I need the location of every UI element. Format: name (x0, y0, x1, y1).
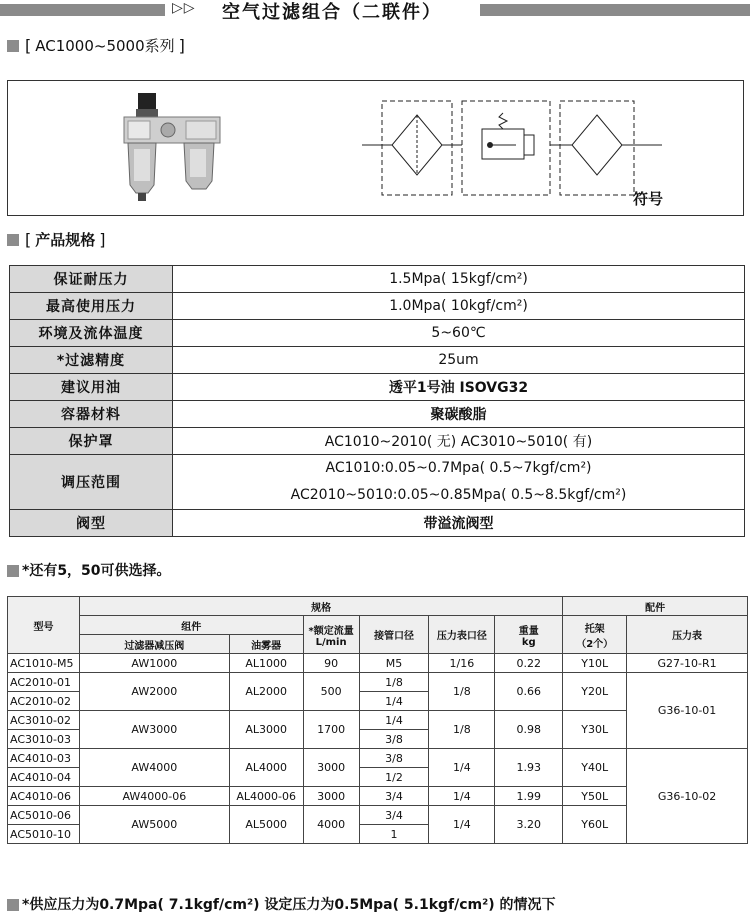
lub-cell: AL1000 (229, 654, 303, 673)
gport-cell: 1/8 (429, 673, 495, 711)
lub-cell: AL2000 (229, 673, 303, 711)
spec-row (10, 347, 745, 374)
fr-cell: AW2000 (79, 673, 229, 711)
spec-value: AC1010~2010( 无) AC3010~5010( 有) (173, 428, 745, 455)
model-code: AC1010-M5 (8, 654, 80, 673)
weight-cell: 1.93 (495, 749, 563, 787)
bracket-cell: Y60L (563, 806, 627, 844)
lub-cell: AL4000-06 (229, 787, 303, 806)
spec-row (10, 266, 745, 293)
model-code: AC4010-06 (8, 787, 80, 806)
port-cell: 3/4 (359, 787, 429, 806)
port-cell: 3/4 (359, 806, 429, 825)
gauge-cell: G36-10-02 (627, 749, 748, 844)
table-row (8, 749, 748, 768)
port-cell: 1/8 (359, 673, 429, 692)
gauge-cell: G27-10-R1 (627, 654, 748, 673)
spec-row (10, 320, 745, 347)
spec-row (10, 428, 745, 455)
port-cell: 3/8 (359, 730, 429, 749)
weight-cell: 0.98 (495, 711, 563, 749)
spec-section-label: 产品规格 (35, 231, 96, 249)
note-supply-pressure-text: *供应压力为0.7Mpa( 7.1kgf/cm²) 设定压力为0.5Mpa( 5.1kgf/cm²) 的情况下 (22, 897, 556, 913)
fr-cell: AW5000 (79, 806, 229, 844)
fr-cell: AW3000 (79, 711, 229, 749)
port-cell: 3/8 (359, 749, 429, 768)
page-title: 空气过滤组合（二联件） (222, 2, 442, 23)
spec-key: 容器材料 (10, 401, 173, 428)
circuit-symbol (362, 95, 662, 201)
weight-cell: 0.66 (495, 673, 563, 711)
header-rated-flow: *额定流量 L/min (303, 616, 359, 654)
flow-cell: 3000 (303, 749, 359, 787)
spec-value: 带溢流阀型 (173, 510, 745, 537)
spec-key: 环境及流体温度 (10, 320, 173, 347)
model-code: AC3010-03 (8, 730, 80, 749)
lub-cell: AL4000 (229, 749, 303, 787)
spec-value-line: AC1010:0.05~0.7Mpa( 0.5~7kgf/cm²) (325, 460, 592, 476)
bracket-cell: Y30L (563, 711, 627, 749)
weight-cell: 0.22 (495, 654, 563, 673)
table-row (8, 654, 748, 673)
gport-cell: 1/4 (429, 749, 495, 787)
title-bar-left (0, 4, 165, 16)
port-cell: 1/2 (359, 768, 429, 787)
note-options-text: *还有5，50可供选择。 (22, 563, 171, 579)
bracket-cell: Y10L (563, 654, 627, 673)
gauge-cell: G36-10-01 (627, 673, 748, 749)
spec-key: 保护罩 (10, 428, 173, 455)
bullet-square-icon (7, 40, 19, 52)
spec-value: 1.5Mpa( 15kgf/cm²) (173, 266, 745, 293)
header-gauge: 压力表 (627, 616, 748, 654)
spec-heading: [ 产品规格 ] (7, 229, 106, 250)
model-code: AC2010-01 (8, 673, 80, 692)
bracket-cell: Y20L (563, 673, 627, 711)
note-options (7, 560, 171, 580)
spec-row (10, 455, 745, 510)
spec-key: 建议用油 (10, 374, 173, 401)
spec-value: 5~60℃ (173, 320, 745, 347)
header-components: 组件 (79, 616, 303, 635)
flow-cell: 4000 (303, 806, 359, 844)
spec-value-line: AC2010~5010:0.05~0.85Mpa( 0.5~8.5kgf/cm²) (290, 487, 627, 503)
lub-cell: AL5000 (229, 806, 303, 844)
header-accessory: 配件 (563, 597, 748, 616)
header-lubricator: 油雾器 (229, 635, 303, 654)
port-cell: 1 (359, 825, 429, 844)
gport-cell: 1/8 (429, 711, 495, 749)
table-row (8, 673, 748, 692)
header-spec: 规格 (79, 597, 562, 616)
weight-cell: 1.99 (495, 787, 563, 806)
spec-row (10, 374, 745, 401)
spec-key: 最高使用压力 (10, 293, 173, 320)
title-arrows-icon: ▷▷ (172, 0, 196, 16)
bullet-square-icon (7, 234, 19, 246)
port-cell: M5 (359, 654, 429, 673)
model-code: AC4010-03 (8, 749, 80, 768)
fr-cell: AW1000 (79, 654, 229, 673)
spec-table (9, 265, 745, 537)
series-label: AC1000~5000系列 (35, 37, 175, 55)
header-weight: 重量 kg (495, 616, 563, 654)
symbol-label: 符号 (633, 190, 664, 208)
spec-key: 保证耐压力 (10, 266, 173, 293)
model-code: AC3010-02 (8, 711, 80, 730)
gport-cell: 1/4 (429, 787, 495, 806)
series-heading: [ AC1000~5000系列 ] (7, 35, 185, 56)
title-bar-right (480, 4, 750, 16)
model-code: AC5010-10 (8, 825, 80, 844)
product-image (108, 89, 228, 207)
note-supply-pressure (7, 894, 556, 914)
header-filter-regulator: 过滤器减压阀 (79, 635, 229, 654)
header-gauge-port: 压力表口径 (429, 616, 495, 654)
bracket-cell: Y50L (563, 787, 627, 806)
spec-key: 调压范围 (10, 455, 173, 510)
bracket-cell: Y40L (563, 749, 627, 787)
bullet-square-icon (7, 565, 19, 577)
flow-cell: 1700 (303, 711, 359, 749)
bullet-square-icon (7, 899, 19, 911)
header-port: 接管口径 (359, 616, 429, 654)
spec-value: 1.0Mpa( 10kgf/cm²) (173, 293, 745, 320)
port-cell: 1/4 (359, 711, 429, 730)
model-code: AC5010-06 (8, 806, 80, 825)
spec-row (10, 510, 745, 537)
spec-key: 阀型 (10, 510, 173, 537)
spec-row (10, 401, 745, 428)
weight-cell: 3.20 (495, 806, 563, 844)
flow-cell: 90 (303, 654, 359, 673)
fr-cell: AW4000 (79, 749, 229, 787)
spec-row (10, 293, 745, 320)
model-code: AC4010-04 (8, 768, 80, 787)
flow-cell: 500 (303, 673, 359, 711)
spec-key: *过滤精度 (10, 347, 173, 374)
lub-cell: AL3000 (229, 711, 303, 749)
port-cell: 1/4 (359, 692, 429, 711)
spec-value: 聚碳酸脂 (173, 401, 745, 428)
header-model: 型号 (8, 597, 80, 654)
title-banner (0, 0, 750, 22)
flow-cell: 3000 (303, 787, 359, 806)
gport-cell: 1/16 (429, 654, 495, 673)
spec-value-multi (173, 455, 745, 510)
header-bracket: 托架 （2个） (563, 616, 627, 654)
gport-cell: 1/4 (429, 806, 495, 844)
fr-cell: AW4000-06 (79, 787, 229, 806)
spec-value: 25um (173, 347, 745, 374)
model-code: AC2010-02 (8, 692, 80, 711)
model-table (7, 596, 748, 844)
spec-value: 透平1号油 ISOVG32 (173, 374, 745, 401)
